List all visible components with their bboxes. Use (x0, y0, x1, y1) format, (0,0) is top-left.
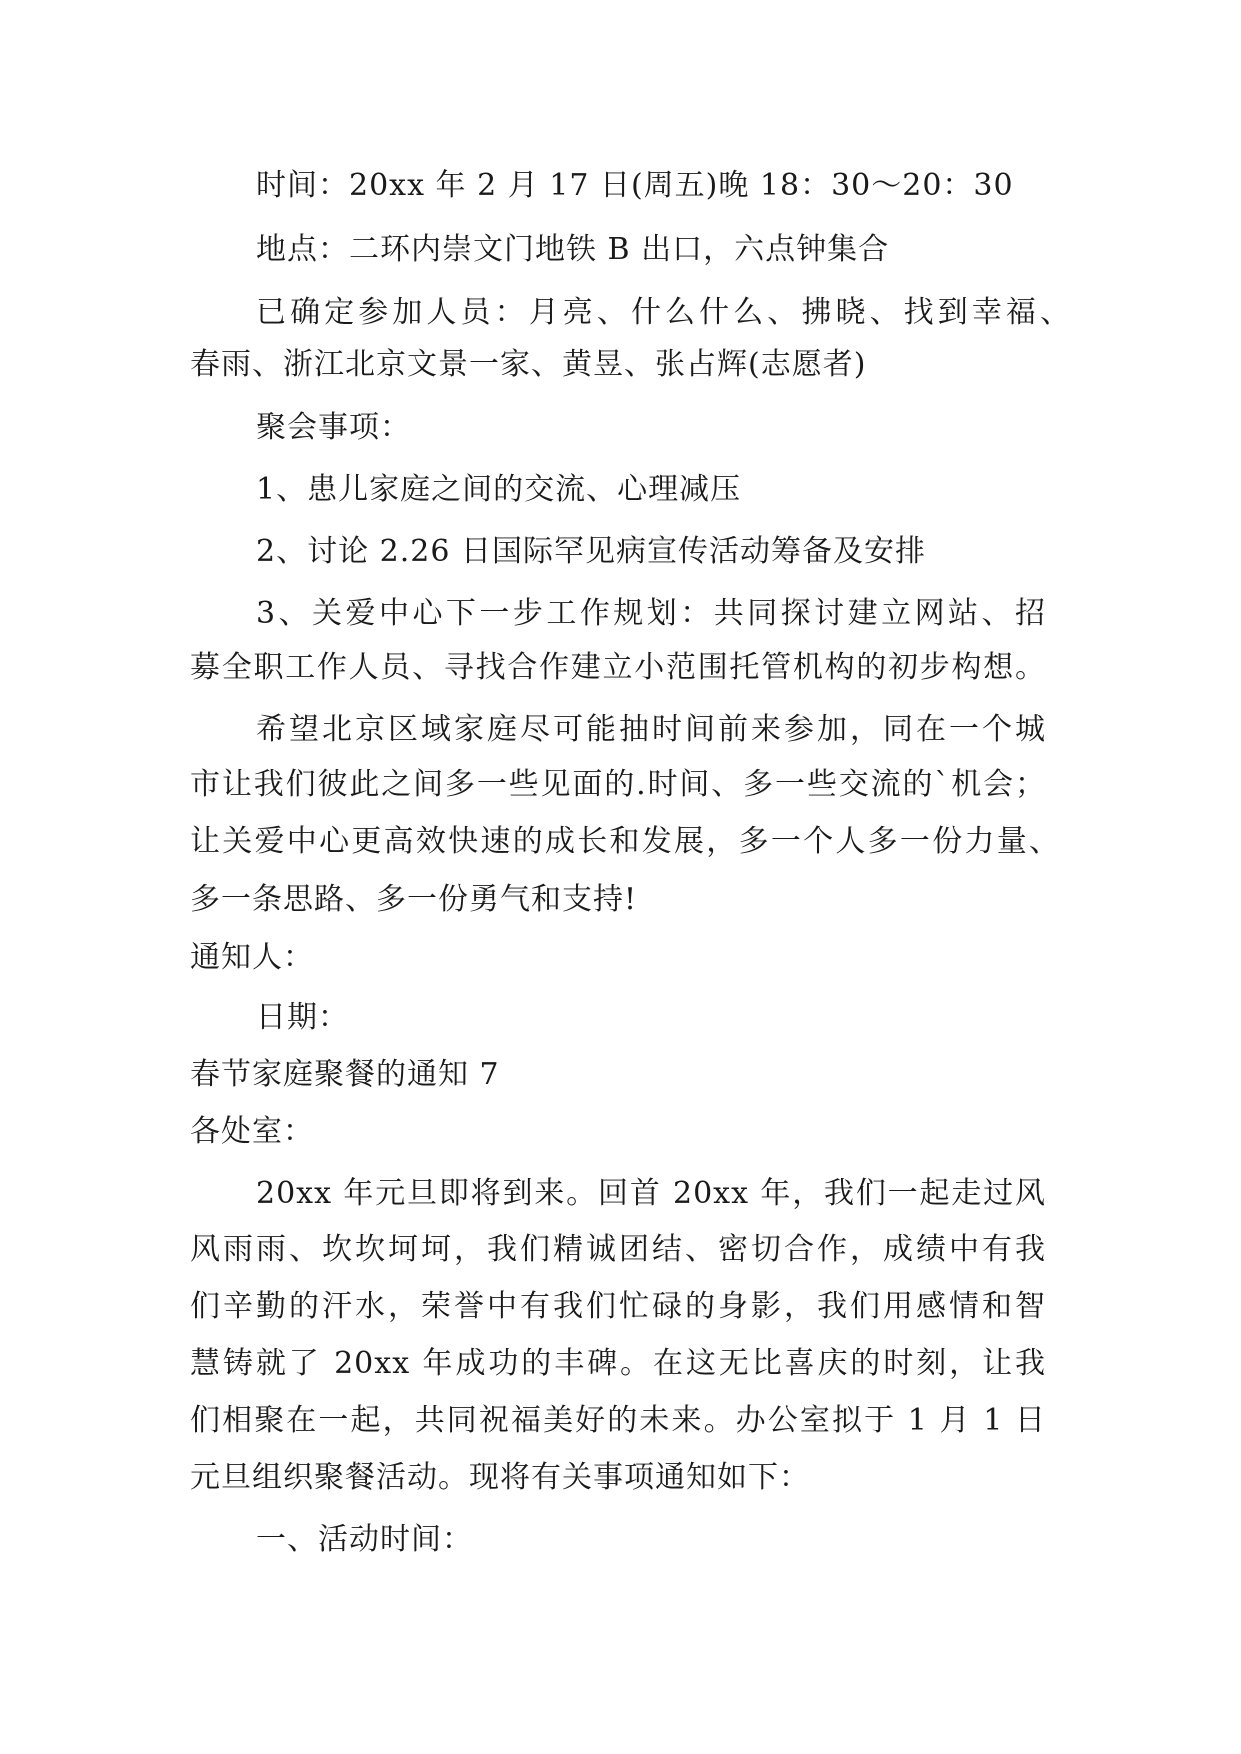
text-line-recipients: 各处室： (190, 1114, 314, 1149)
text-line-body-5: 们相聚在一起，共同祝福美好的未来。办公室拟于 1 月 1 日 (190, 1403, 1046, 1438)
text-line-body-1: 20xx 年元旦即将到来。回首 20xx 年，我们一起走过风 (256, 1176, 1046, 1211)
text-line-location: 地点：二环内崇文门地铁 B 出口，六点钟集合 (256, 232, 890, 267)
text-line-body-3: 们辛勤的汗水，荣誉中有我们忙碌的身影，我们用感情和智 (190, 1289, 1046, 1324)
text-line-activity-time: 一、活动时间： (256, 1522, 473, 1557)
text-line-hope: 希望北京区域家庭尽可能抽时间前来参加，同在一个城 (256, 712, 1046, 747)
section-title: 春节家庭聚餐的通知 7 (190, 1057, 500, 1092)
text-line-hope-cont-3: 多一条思路、多一份勇气和支持! (190, 882, 638, 917)
text-line-body-2: 风雨雨、坎坎坷坷，我们精诚团结、密切合作，成绩中有我 (190, 1232, 1046, 1267)
text-line-agenda-2: 2、讨论 2.26 日国际罕见病宣传活动筹备及安排 (256, 534, 926, 569)
text-line-agenda-1: 1、患儿家庭之间的交流、心理减压 (256, 472, 742, 507)
text-line-hope-cont-1: 市让我们彼此之间多一些见面的.时间、多一些交流的`机会； (190, 767, 1046, 802)
text-line-body-6: 元旦组织聚餐活动。现将有关事项通知如下： (190, 1460, 810, 1495)
text-line-time: 时间：20xx 年 2 月 17 日(周五)晚 18：30～20：30 (256, 168, 1014, 203)
text-line-hope-cont-2: 让关爱中心更高效快速的成长和发展，多一个人多一份力量、 (190, 824, 1060, 859)
text-line-agenda-heading: 聚会事项： (256, 410, 411, 445)
text-line-body-4: 慧铸就了 20xx 年成功的丰碑。在这无比喜庆的时刻，让我 (190, 1346, 1046, 1381)
text-line-date: 日期： (256, 1000, 349, 1035)
text-line-participants-cont: 春雨、浙江北京文景一家、黄昱、张占辉(志愿者) (190, 347, 867, 382)
text-line-notifier: 通知人： (190, 940, 314, 975)
text-line-agenda-3-cont: 募全职工作人员、寻找合作建立小范围托管机构的初步构想。 (190, 650, 1046, 685)
text-line-agenda-3: 3、关爱中心下一步工作规划：共同探讨建立网站、招 (256, 596, 1046, 631)
text-line-participants: 已确定参加人员：月亮、什么什么、拂晓、找到幸福、 (256, 295, 1071, 330)
